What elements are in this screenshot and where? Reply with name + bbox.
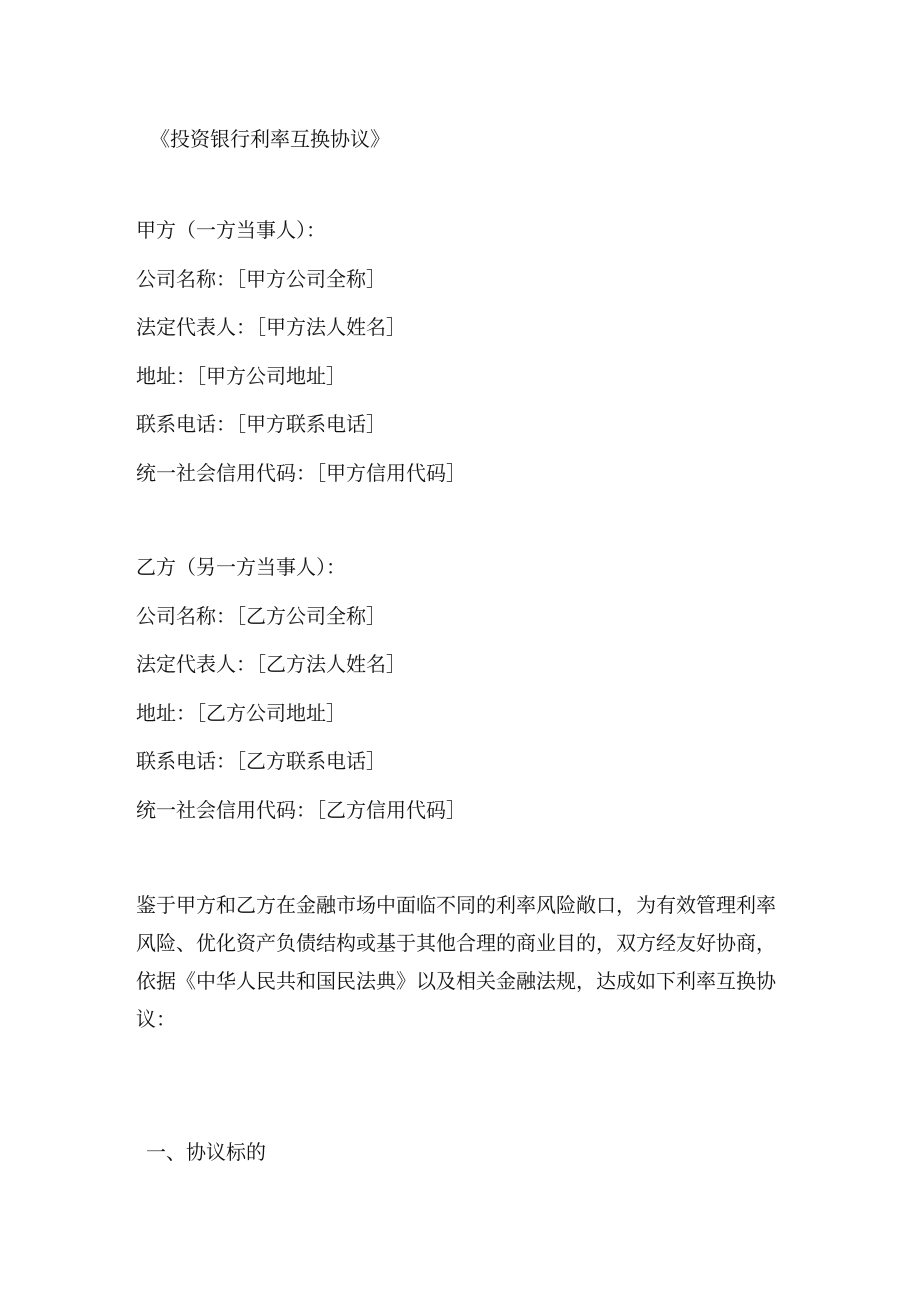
party-a-company-name: 公司名称：［甲方公司全称］ [136,266,386,291]
party-b-heading: 乙方（另一方当事人）： [136,555,346,579]
party-b-company-name: 公司名称：［乙方公司全称］ [136,603,386,628]
party-b-legal-rep: 法定代表人：［乙方法人姓名］ [136,652,406,676]
document-title: 《投资银行利率互换协议》 [150,127,390,151]
party-b-phone: 联系电话：［乙方联系电话］ [136,749,386,773]
section-1-heading: 一、协议标的 [146,1140,266,1164]
party-b-address: 地址：［乙方公司地址］ [136,700,346,725]
preamble-text: 鉴于甲方和乙方在金融市场中面临不同的利率风险敞口，为有效管理利率风险、优化资产负债结构或基于其他合理的商业目的，双方经友好协商，依据《中华人民共和国民法典》以及相关金融法规，达成如下利率互换协议： [136,893,776,1031]
preamble-paragraph [136,886,786,1038]
party-a-block [136,213,836,504]
party-b-block [136,550,836,841]
party-a-legal-rep: 法定代表人：［甲方法人姓名］ [136,315,406,339]
party-a-address: 地址：［甲方公司地址］ [136,363,346,388]
party-a-phone: 联系电话：［甲方联系电话］ [136,412,386,436]
party-a-credit-code: 统一社会信用代码：［甲方信用代码］ [136,460,466,485]
party-b-credit-code: 统一社会信用代码：［乙方信用代码］ [136,797,466,822]
party-a-heading: 甲方（一方当事人）： [136,218,326,242]
